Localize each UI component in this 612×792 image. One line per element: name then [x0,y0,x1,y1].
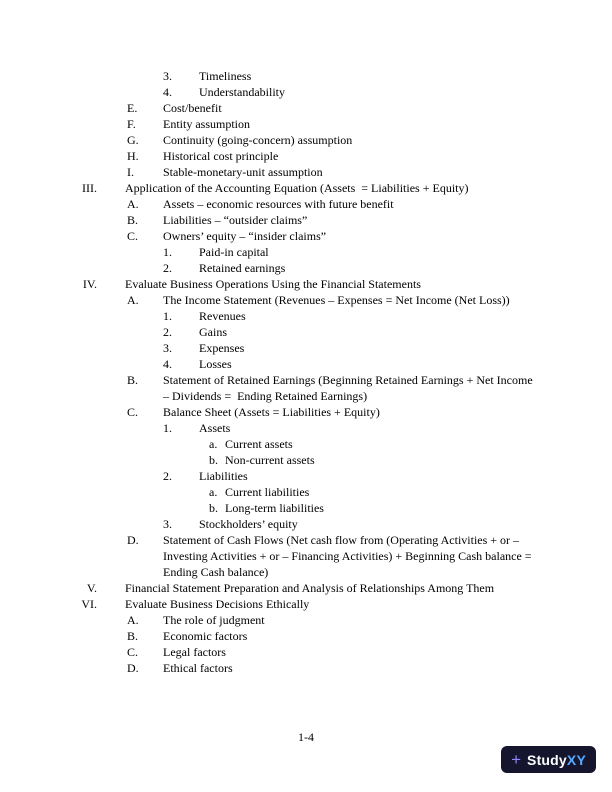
brand-study: Study [527,751,567,768]
outline-item [0,212,540,228]
item-marker: B. [127,629,139,643]
item-marker: b. [209,501,218,515]
outline-item [0,340,540,356]
item-text: Current liabilities [225,485,310,499]
outline-item [0,644,540,660]
item-marker: 2. [163,261,172,275]
outline-item [0,468,540,484]
outline-item [0,484,540,500]
item-text: Retained earnings [199,261,286,275]
item-marker: A. [127,293,139,307]
item-marker: a. [209,437,218,451]
outline-item [0,404,540,420]
plus-icon: + [511,750,522,769]
outline-item [0,372,540,404]
item-marker: b. [209,453,218,467]
brand-xy: XY [566,751,586,768]
item-text: Assets [199,421,231,435]
outline-item [0,308,540,324]
item-text: Timeliness [199,69,252,83]
outline-item [0,516,540,532]
item-text: Understandability [199,85,285,99]
item-text: Balance Sheet (Assets = Liabilities + Equity) [163,405,380,419]
outline-item [0,244,540,260]
item-marker: A. [127,613,139,627]
item-text: Evaluate Business Decisions Ethically [125,597,310,611]
item-marker: C. [127,645,139,659]
item-marker: B. [127,213,139,227]
item-text: Continuity (going-concern) assumption [163,133,353,147]
item-text: Ethical factors [163,661,233,675]
outline-item [0,84,540,100]
outline-item [0,420,540,436]
item-marker: D. [127,661,139,675]
item-text: Owners’ equity – “insider claims” [163,229,327,243]
item-text: Legal factors [163,645,226,659]
item-marker: E. [127,101,138,115]
item-text: Entity assumption [163,117,250,131]
item-marker: 1. [163,421,172,435]
outline-item [0,276,540,292]
outline-item [0,452,540,468]
item-marker: 1. [163,245,172,259]
outline-item [0,580,540,596]
item-text: Economic factors [163,629,248,643]
item-text: Statement of Retained Earnings (Beginning Retained Earnings + Net Income – Dividends = Ending Retained Earnings) [163,373,536,403]
outline-item [0,132,540,148]
outline-item [0,180,540,196]
item-text: The role of judgment [163,613,265,627]
item-marker: B. [127,373,139,387]
item-text: Liabilities [199,469,248,483]
outline-item [0,628,540,644]
item-marker: C. [127,405,139,419]
item-marker: 3. [163,341,172,355]
outline-item [0,164,540,180]
item-text: Liabilities – “outsider claims” [163,213,308,227]
outline-item [0,116,540,132]
item-marker: A. [127,197,139,211]
item-marker: I. [127,165,134,179]
outline-item [0,596,540,612]
studyxy-logo [501,746,596,773]
item-text: Financial Statement Preparation and Analysis of Relationships Among Them [125,581,495,595]
outline [0,68,612,676]
item-text: Stockholders’ equity [199,517,298,531]
brand-text [527,752,586,768]
item-marker: D. [127,533,139,547]
outline-item [0,436,540,452]
item-marker: 2. [163,325,172,339]
item-marker: F. [127,117,136,131]
item-marker: 3. [163,517,172,531]
outline-item [0,148,540,164]
item-marker: C. [127,229,139,243]
item-marker: 4. [163,85,172,99]
item-marker: 4. [163,357,172,371]
outline-item [0,100,540,116]
item-marker: a. [209,485,218,499]
item-text: Revenues [199,309,246,323]
outline-item [0,660,540,676]
outline-item [0,356,540,372]
outline-item [0,324,540,340]
item-marker: 1. [163,309,172,323]
item-text: The Income Statement (Revenues – Expenses = Net Income (Net Loss)) [163,293,510,307]
item-marker: 2. [163,469,172,483]
outline-item [0,612,540,628]
item-text: Assets – economic resources with future benefit [163,197,394,211]
outline-item [0,500,540,516]
item-text: Expenses [199,341,245,355]
item-text: Evaluate Business Operations Using the Financial Statements [125,277,421,291]
item-text: Statement of Cash Flows (Net cash flow from (Operating Activities + or – Investing Activities + or – Financing Activities) + Beginning Cash balance = Ending Cash balance) [163,533,535,579]
outline-item [0,532,540,580]
item-marker: G. [127,133,139,147]
outline-item [0,68,540,84]
item-marker: 3. [163,69,172,83]
outline-item [0,292,540,308]
outline-item [0,228,540,244]
item-marker: H. [127,149,139,163]
outline-item [0,196,540,212]
item-text: Gains [199,325,227,339]
item-text: Paid-in capital [199,245,269,259]
item-text: Historical cost principle [163,149,279,163]
item-marker: III. [82,181,97,195]
item-marker: V. [86,581,97,595]
item-text: Current assets [225,437,293,451]
item-text: Long-term liabilities [225,501,324,515]
item-text: Cost/benefit [163,101,222,115]
item-text: Non-current assets [225,453,315,467]
page-number: 1-4 [298,730,314,744]
item-marker: IV. [82,277,97,291]
outline-item [0,260,540,276]
item-text: Losses [199,357,232,371]
item-text: Stable-monetary-unit assumption [163,165,323,179]
item-text: Application of the Accounting Equation (Assets = Liabilities + Equity) [125,181,469,195]
item-marker: VI. [81,597,97,611]
